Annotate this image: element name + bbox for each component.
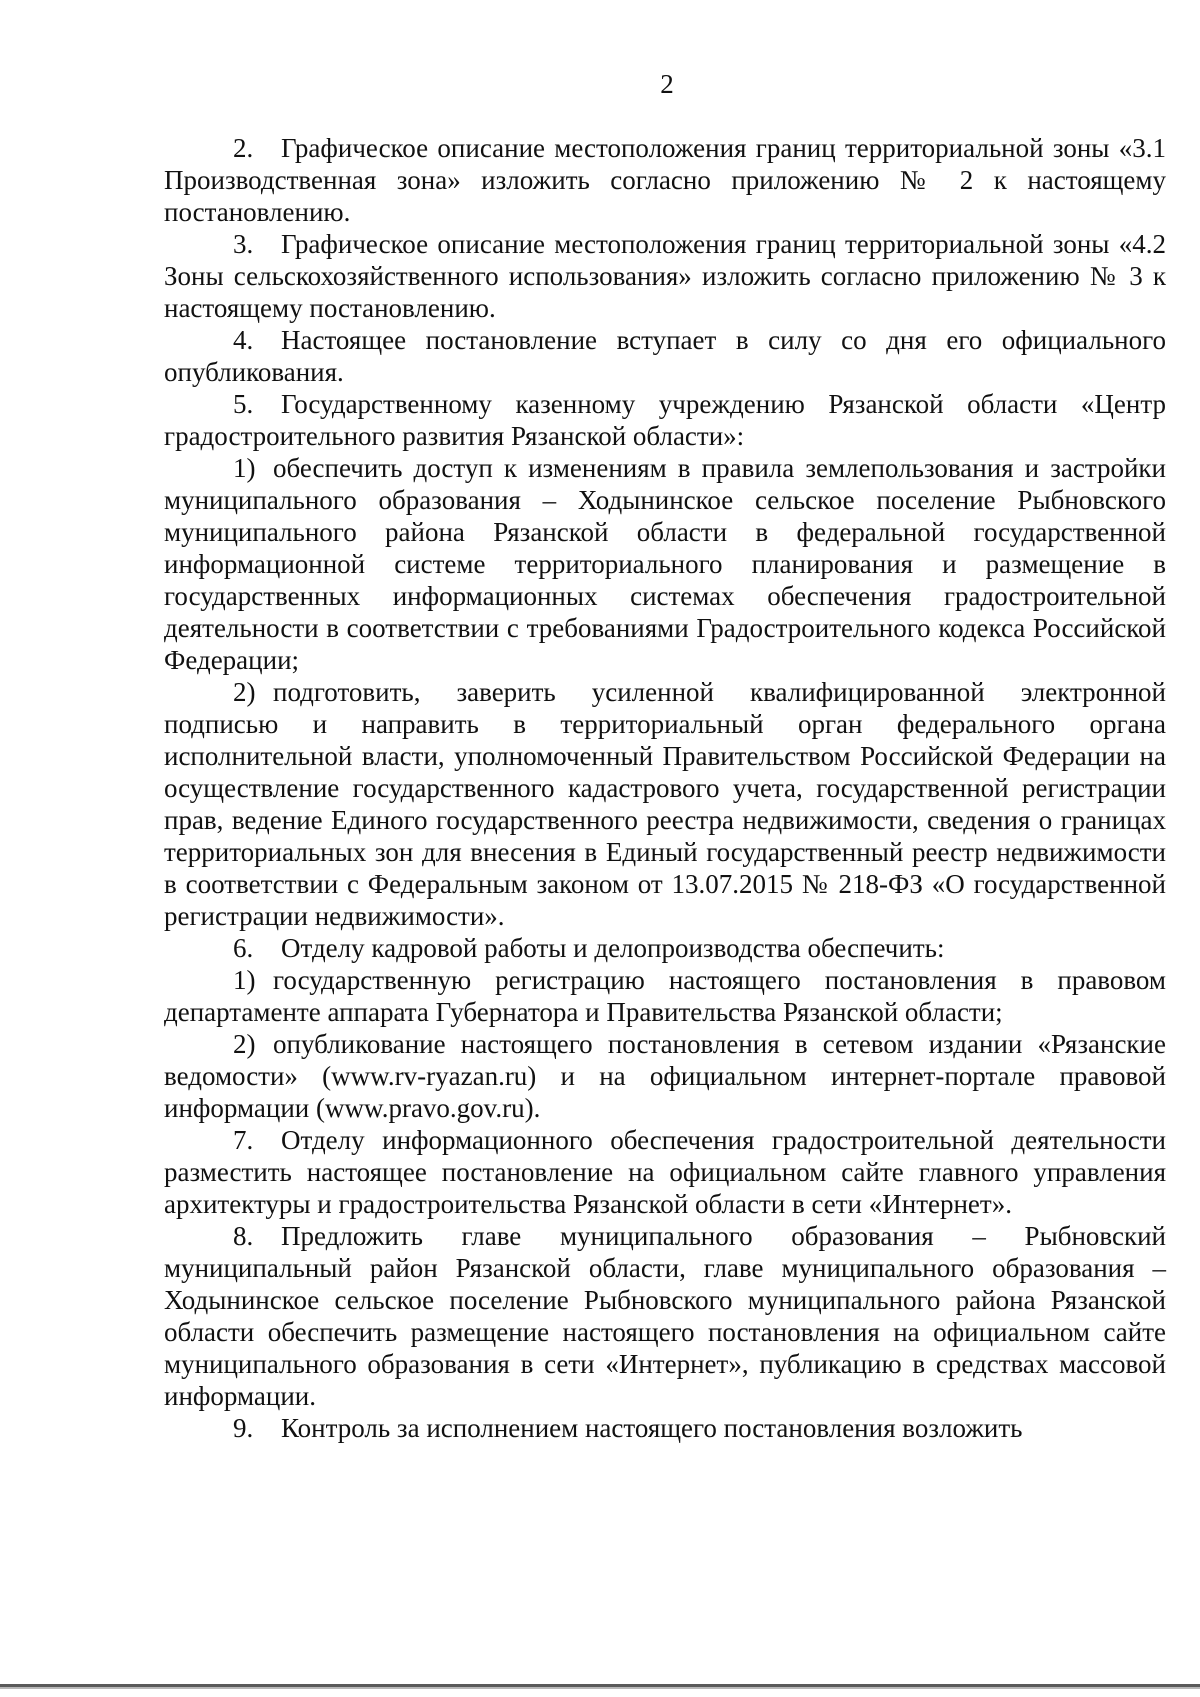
paragraph-number: 4.	[233, 325, 254, 355]
paragraph-text: Графическое описание местоположения границ территориальной зоны «4.2 Зоны сельскохозяйственного использования» изложить согласно приложению № 3 к настоящему постановлению.	[164, 229, 1166, 323]
paragraph-text: Настоящее постановление вступает в силу со дня его официального опубликования.	[164, 325, 1166, 387]
paragraph-number: 8.	[233, 1221, 254, 1251]
document-body	[164, 132, 1166, 1444]
paragraph-text: Контроль за исполнением настоящего постановления возложить	[281, 1413, 1023, 1443]
paragraph-number: 9.	[233, 1413, 254, 1443]
paragraph-item-5	[164, 388, 1166, 452]
paragraph-item-8	[164, 1220, 1166, 1412]
paragraph-number: 7.	[233, 1125, 254, 1155]
subparagraph-text: государственную регистрацию настоящего постановления в правовом департаменте аппарата Губернатора и Правительства Рязанской области;	[164, 965, 1166, 1027]
subparagraph-text: опубликование настоящего постановления в сетевом издании «Рязанские ведомости» (www.rv-ryazan.ru) и на официальном интернет-портале правовой информации (www.pravo.gov.ru).	[164, 1029, 1166, 1123]
paragraph-number: 5.	[233, 389, 254, 419]
page-bottom-edge-shadow	[0, 1687, 1200, 1689]
paragraph-text: Предложить главе муниципального образования – Рыбновский муниципальный район Рязанской области, главе муниципального образования – Ходынинское сельское поселение Рыбновского муниципального района Рязанской области обеспечить размещение настоящего постановления на официальном сайте муниципального образования в сети «Интернет», публикацию в средствах массовой информации.	[164, 1221, 1166, 1411]
subparagraph-item-6-1	[164, 964, 1166, 1028]
paragraph-text: Государственному казенному учреждению Рязанской области «Центр градостроительного развития Рязанской области»:	[164, 389, 1166, 451]
subparagraph-text: обеспечить доступ к изменениям в правила землепользования и застройки муниципального образования – Ходынинское сельское поселение Рыбновского муниципального района Рязанской области в федеральной государственной информационной системе территориального планирования и размещение в государственных информационных системах обеспечения градостроительной деятельности в соответствии с требованиями Градостроительного кодекса Российской Федерации;	[164, 453, 1166, 675]
subparagraph-number: 2)	[233, 677, 256, 707]
paragraph-number: 2.	[233, 133, 254, 163]
paragraph-item-9	[164, 1412, 1166, 1444]
subparagraph-item-6-2	[164, 1028, 1166, 1124]
subparagraph-item-5-2	[164, 676, 1166, 932]
page-number: 2	[660, 69, 674, 99]
subparagraph-item-5-1	[164, 452, 1166, 676]
subparagraph-text: подготовить, заверить усиленной квалифицированной электронной подписью и направить в территориальный орган федерального органа исполнительной власти, уполномоченный Правительством Российской Федерации на осуществление государственного кадастрового учета, государственной регистрации прав, ведение Единого государственного реестра недвижимости, сведения о границах территориальных зон для внесения в Единый государственный реестр недвижимости в соответствии с Федеральным законом от 13.07.2015 № 218-ФЗ «О государственной регистрации недвижимости».	[164, 677, 1166, 931]
paragraph-text: Отделу кадровой работы и делопроизводства обеспечить:	[281, 933, 945, 963]
paragraph-item-6	[164, 932, 1166, 964]
paragraph-text: Графическое описание местоположения границ территориальной зоны «3.1 Производственная зона» изложить согласно приложению № 2 к настоящему постановлению.	[164, 133, 1166, 227]
paragraph-text: Отделу информационного обеспечения градостроительной деятельности разместить настоящее постановление на официальном сайте главного управления архитектуры и градостроительства Рязанской области в сети «Интернет».	[164, 1125, 1166, 1219]
paragraph-number: 3.	[233, 229, 254, 259]
paragraph-item-7	[164, 1124, 1166, 1220]
paragraph-item-3	[164, 228, 1166, 324]
subparagraph-number: 1)	[233, 453, 256, 483]
paragraph-item-2	[164, 132, 1166, 228]
paragraph-item-4	[164, 324, 1166, 388]
subparagraph-number: 1)	[233, 965, 256, 995]
subparagraph-number: 2)	[233, 1029, 256, 1059]
paragraph-number: 6.	[233, 933, 254, 963]
